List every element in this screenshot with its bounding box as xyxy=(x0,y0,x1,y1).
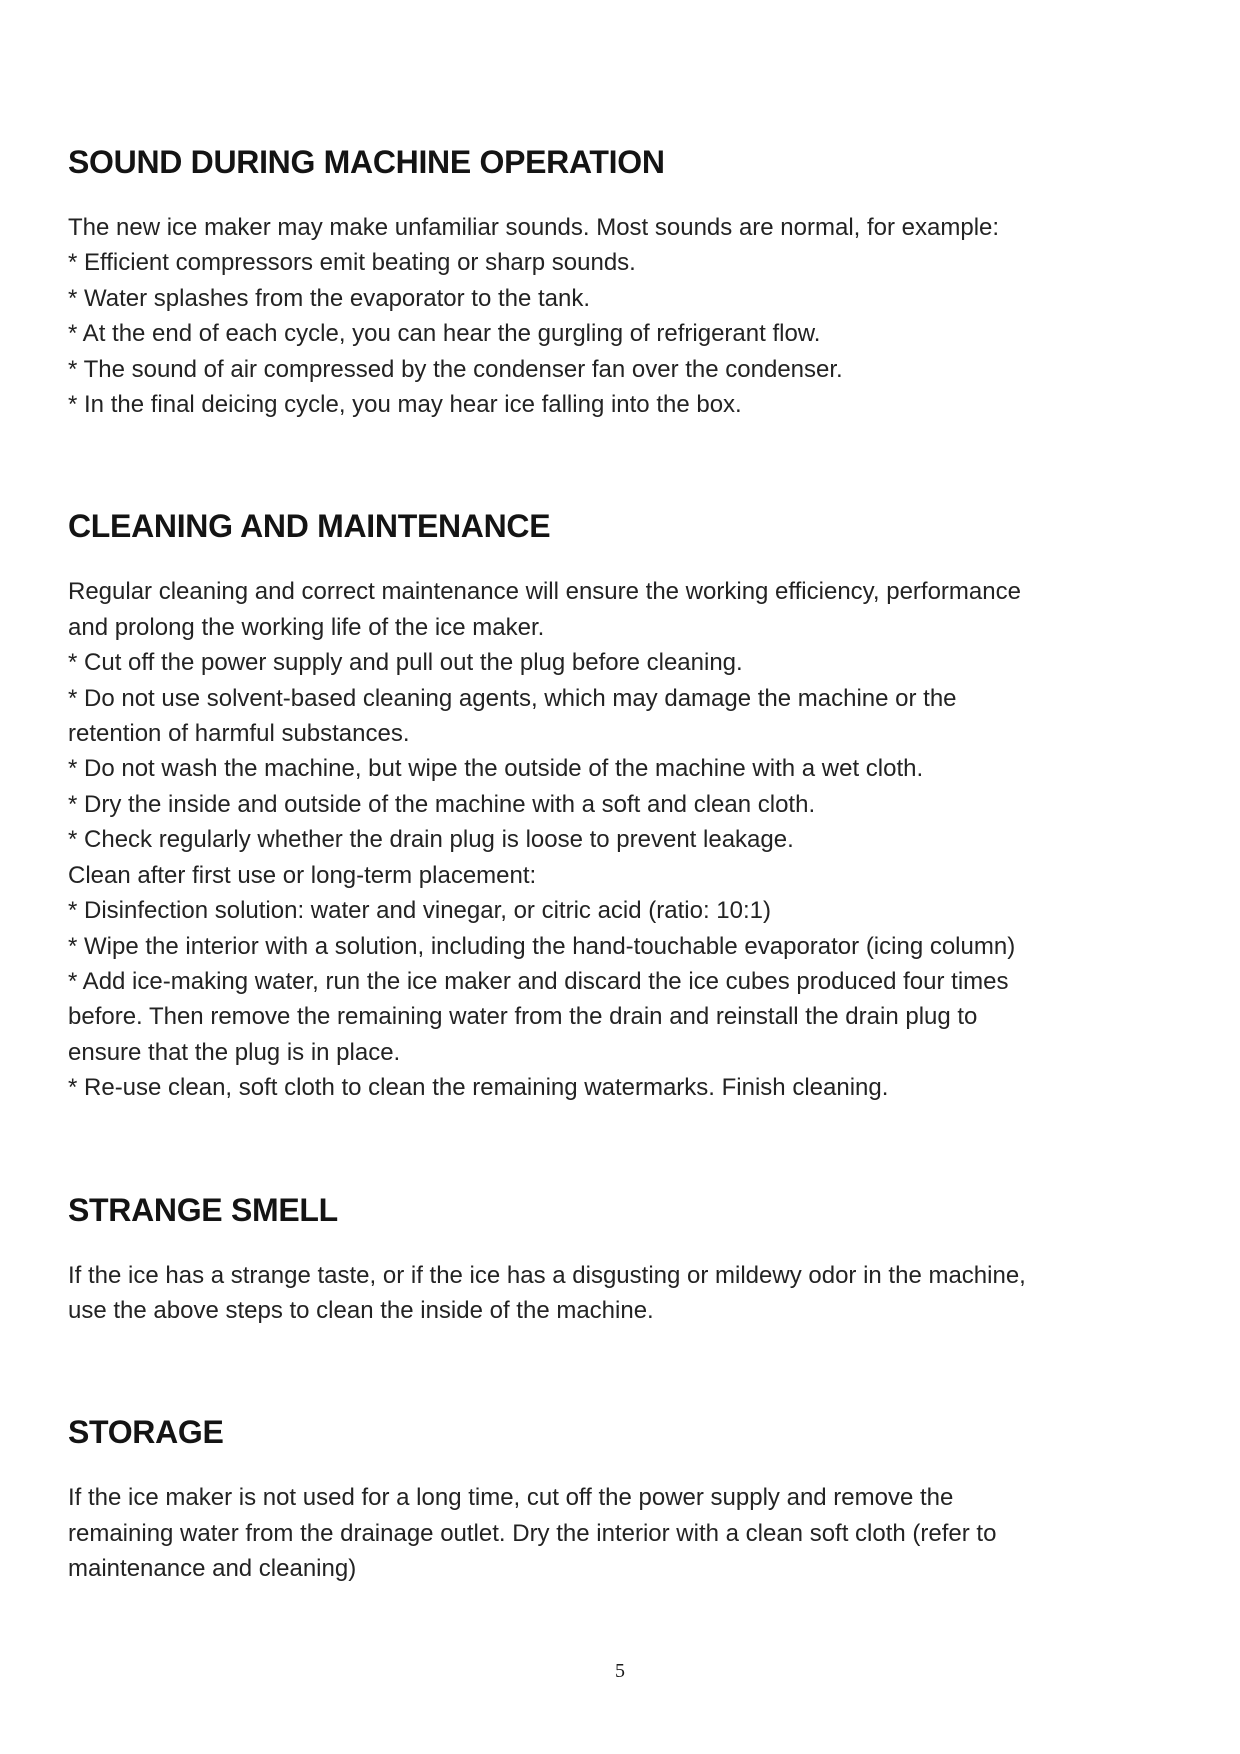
section-heading: STORAGE xyxy=(68,1414,224,1451)
page-footer xyxy=(68,1659,1172,1683)
text-line: * Cut off the power supply and pull out the plug before cleaning. xyxy=(68,649,743,677)
section-body xyxy=(68,574,1172,1105)
text-line: * Disinfection solution: water and vinegar, or citric acid (ratio: 10:1) xyxy=(68,897,771,925)
section-sound-during-machine-operation xyxy=(68,142,1172,422)
text-line: * Do not use solvent-based cleaning agents, which may damage the machine or the xyxy=(68,684,957,712)
text-line: The new ice maker may make unfamiliar sounds. Most sounds are normal, for example: xyxy=(68,214,1000,241)
text-line: * Water splashes from the evaporator to the tank. xyxy=(68,284,591,312)
text-line: * Check regularly whether the drain plug is loose to prevent leakage. xyxy=(68,826,794,854)
section-body xyxy=(68,1480,1172,1586)
section-strange-smell xyxy=(68,1190,1172,1329)
text-line: and prolong the working life of the ice maker. xyxy=(68,613,545,641)
section-cleaning-and-maintenance xyxy=(68,506,1172,1105)
section-storage xyxy=(68,1412,1172,1586)
section-heading: STRANGE SMELL xyxy=(68,1191,338,1228)
text-line: remaining water from the drainage outlet. Dry the interior with a clean soft cloth (refer to xyxy=(68,1519,997,1547)
text-line: retention of harmful substances. xyxy=(68,720,410,748)
text-line: use the above steps to clean the inside of the machine. xyxy=(68,1296,654,1324)
section-body xyxy=(68,1258,1172,1329)
text-line: ensure that the plug is in place. xyxy=(68,1038,401,1066)
text-line: maintenance and cleaning) xyxy=(68,1555,357,1583)
text-line: * Add ice-making water, run the ice maker and discard the ice cubes produced four times xyxy=(68,967,1009,995)
text-line: If the ice maker is not used for a long time, cut off the power supply and remove the xyxy=(68,1484,954,1512)
section-body xyxy=(68,210,1172,422)
text-line: * In the final deicing cycle, you may hear ice falling into the box. xyxy=(68,391,742,419)
text-line: * Dry the inside and outside of the machine with a soft and clean cloth. xyxy=(68,790,816,818)
text-line: before. Then remove the remaining water from the drain and reinstall the drain plug to xyxy=(68,1003,978,1031)
text-line: * Re-use clean, soft cloth to clean the remaining watermarks. Finish cleaning. xyxy=(68,1074,889,1102)
text-line: Regular cleaning and correct maintenance will ensure the working efficiency, performance xyxy=(68,578,1021,606)
text-line: * Efficient compressors emit beating or sharp sounds. xyxy=(68,249,636,277)
text-line: * Do not wash the machine, but wipe the outside of the machine with a wet cloth. xyxy=(68,755,924,783)
section-heading: CLEANING AND MAINTENANCE xyxy=(68,508,551,545)
text-line: If the ice has a strange taste, or if the ice has a disgusting or mildewy odor in the machine, xyxy=(68,1261,1026,1289)
text-line: Clean after first use or long-term placement: xyxy=(68,861,537,889)
text-line: * At the end of each cycle, you can hear the gurgling of refrigerant flow. xyxy=(68,320,821,348)
section-heading: SOUND DURING MACHINE OPERATION xyxy=(68,144,665,180)
text-line: * The sound of air compressed by the condenser fan over the condenser. xyxy=(68,355,843,383)
text-line: * Wipe the interior with a solution, including the hand-touchable evaporator (icing column) xyxy=(68,932,1016,960)
page-number: 5 xyxy=(615,1659,625,1682)
